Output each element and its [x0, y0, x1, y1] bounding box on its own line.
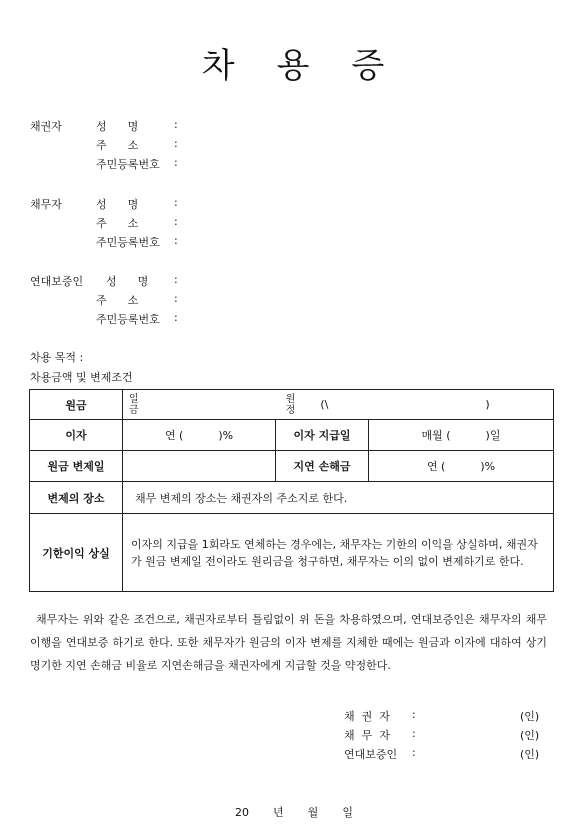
debtor-id-label: 주민등록번호 [96, 236, 160, 249]
interest-head: 이자 [30, 420, 123, 451]
guarantor-address-colon: : [174, 292, 178, 305]
sig-creditor-colon: : [412, 708, 416, 721]
creditor-id-colon: : [174, 156, 178, 169]
date-year-unit: 년 [273, 806, 284, 819]
interest-value: 연 ( )% [123, 420, 276, 451]
date-day-unit: 일 [342, 806, 353, 819]
creditor-name-label: 성 명 [96, 120, 139, 133]
date-line [0, 804, 588, 820]
title-char: 차 [201, 46, 237, 86]
interest-row [30, 420, 554, 451]
agreement-paragraph: 채무자는 위와 같은 조건으로, 채권자로부터 틀림없이 위 돈을 차용하였으며, 연대보증인은 채무자의 채무이행을 연대보증 하기로 한다. 또한 채무자가 원금의 이자 변제를 지체한 때에는 원금과 이자에 대하여 상기 명기한 지연 손해금 비율로 지연손해금을 채권자에게 지급할 것을 약정한다. [30, 613, 547, 672]
place-row [30, 482, 554, 514]
principal-bracket-open: (\ [320, 397, 329, 411]
creditor-name-colon: : [174, 118, 178, 131]
guarantor-id-label: 주민등록번호 [96, 313, 160, 326]
principal-row [30, 390, 554, 420]
principal-won: 원 [285, 393, 296, 405]
interest-pay-head: 이자 지급일 [276, 420, 369, 451]
acceleration-value: 이자의 지급을 1회라도 연체하는 경우에는, 채무자는 기한의 이익을 상실하며, 채권자가 원금 변제일 전이라도 원리금을 청구하면, 채무자는 이의 없이 변제하기로 한다. [123, 514, 554, 592]
sig-guarantor-colon: : [412, 746, 416, 759]
date-month-unit: 월 [307, 806, 319, 819]
creditor-address-label: 주 소 [96, 139, 139, 152]
guarantor-name-label: 성 명 [106, 275, 149, 288]
debtor-address-label: 주 소 [96, 217, 139, 230]
purpose-label: 차용 목적 : [30, 351, 84, 364]
title-char: 증 [351, 46, 387, 86]
principal-geum: 금 [129, 404, 139, 416]
title-char: 용 [276, 46, 312, 86]
debtor-id-colon: : [174, 234, 178, 247]
repay-value [123, 451, 276, 482]
debtor-name-label: 성 명 [96, 198, 139, 211]
sig-guarantor-role: 연대보증인 [344, 748, 398, 761]
principal-il: 일 [129, 393, 139, 405]
principal-bracket-close: ) [485, 397, 490, 411]
place-head: 변제의 장소 [30, 482, 123, 514]
late-fee-value: 연 ( )% [369, 451, 554, 482]
late-fee-head: 지연 손해금 [276, 451, 369, 482]
date-year: 20 [235, 806, 250, 819]
sig-creditor-seal: (인) [520, 710, 540, 723]
guarantor-id-colon: : [174, 311, 178, 324]
sig-debtor-seal: (인) [520, 729, 540, 742]
acceleration-row [30, 514, 554, 592]
debtor-label: 채무자 [30, 198, 62, 211]
guarantor-address-label: 주 소 [96, 294, 139, 307]
acceleration-head: 기한이익 상실 [30, 514, 123, 592]
debtor-address-colon: : [174, 215, 178, 228]
principal-head: 원금 [30, 390, 123, 420]
interest-pay-value: 매월 ( )일 [369, 420, 554, 451]
guarantor-label: 연대보증인 [30, 275, 84, 288]
debtor-name-colon: : [174, 196, 178, 209]
principal-value [123, 390, 554, 420]
sig-guarantor-seal: (인) [520, 748, 540, 761]
creditor-id-label: 주민등록번호 [96, 158, 160, 171]
terms-label: 차용금액 및 변제조건 [30, 371, 133, 384]
document-title [0, 38, 588, 87]
principal-jeong: 정 [285, 404, 296, 416]
place-value: 채무 변제의 장소는 채권자의 주소지로 한다. [123, 482, 554, 514]
repay-row [30, 451, 554, 482]
guarantor-name-colon: : [174, 273, 178, 286]
sig-debtor-role: 채 무 자 [344, 729, 390, 742]
creditor-address-colon: : [174, 137, 178, 150]
sig-creditor-role: 채 권 자 [344, 710, 390, 723]
sig-debtor-colon: : [412, 727, 416, 740]
creditor-label: 채권자 [30, 120, 62, 133]
terms-table [29, 389, 554, 592]
repay-head: 원금 변제일 [30, 451, 123, 482]
